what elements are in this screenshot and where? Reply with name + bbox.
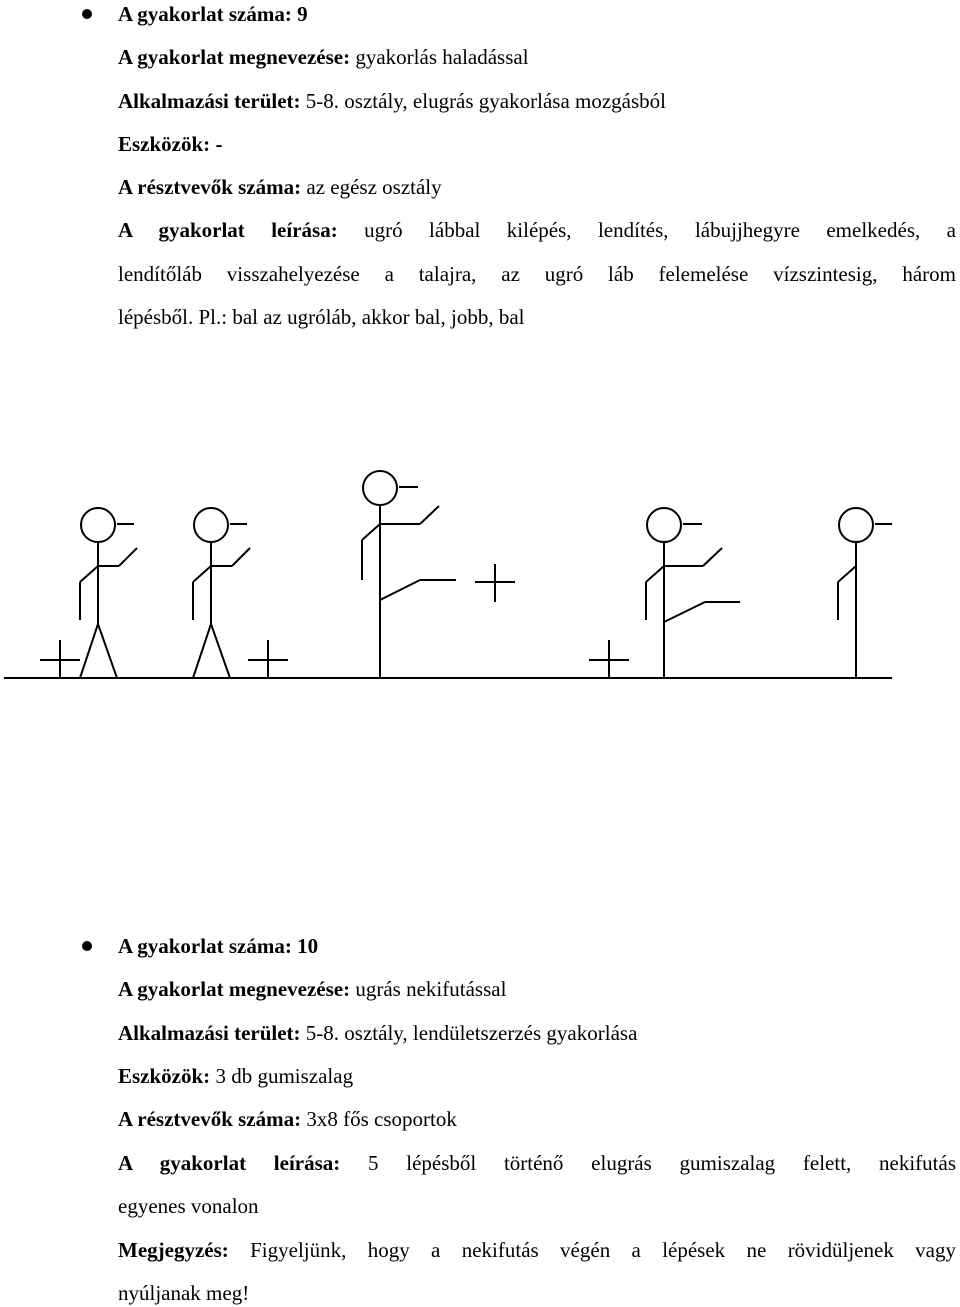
description-line-1: A gyakorlat leírása: 5 lépésből történő elugrás gumiszalag felett, nekifutás — [118, 1151, 956, 1175]
bullet-icon — [82, 941, 92, 951]
tools: Eszközök: - — [118, 132, 223, 156]
note-line-2: nyúljanak meg! — [118, 1281, 250, 1305]
exercise-name: A gyakorlat megnevezése: gyakorlás haladással — [118, 45, 529, 69]
exercise-name: A gyakorlat megnevezése: ugrás nekifutással — [118, 977, 507, 1001]
stick-figure-5 — [838, 508, 892, 678]
bullet-icon — [82, 9, 92, 19]
stick-figure-2 — [193, 508, 250, 678]
application-area: Alkalmazási terület: 5-8. osztály, elugrás gyakorlása mozgásból — [118, 89, 666, 113]
description-line-2: lendítőláb visszahelyezése a talajra, az ugró láb felemelése vízszintesig, három — [118, 262, 956, 286]
stick-figure-diagram — [0, 460, 960, 700]
stick-figure-4 — [646, 508, 740, 678]
note-line-1: Megjegyzés: Figyeljünk, hogy a nekifutás végén a lépések ne rövidüljenek vagy — [118, 1238, 956, 1262]
description-line-3: lépésből. Pl.: bal az ugróláb, akkor bal, jobb, bal — [118, 305, 525, 329]
exercise-number: A gyakorlat száma: 9 — [118, 2, 308, 26]
description-line-2: egyenes vonalon — [118, 1194, 259, 1218]
participants: A résztvevők száma: 3x8 fős csoportok — [118, 1107, 457, 1131]
stick-figure-1 — [80, 508, 137, 678]
exercise-number: A gyakorlat száma: 10 — [118, 934, 319, 958]
description-line-1: A gyakorlat leírása: ugró lábbal kilépés, lendítés, lábujjhegyre emelkedés, a — [118, 218, 956, 242]
footprint-cross-3 — [475, 564, 515, 602]
tools: Eszközök: 3 db gumiszalag — [118, 1064, 354, 1088]
application-area: Alkalmazási terület: 5-8. osztály, lendületszerzés gyakorlása — [118, 1021, 638, 1045]
footprint-cross-4 — [589, 640, 629, 678]
participants: A résztvevők száma: az egész osztály — [118, 175, 442, 199]
stick-figure-3 — [362, 471, 456, 678]
footprint-cross-1 — [40, 640, 80, 678]
footprint-cross-2 — [248, 640, 288, 678]
